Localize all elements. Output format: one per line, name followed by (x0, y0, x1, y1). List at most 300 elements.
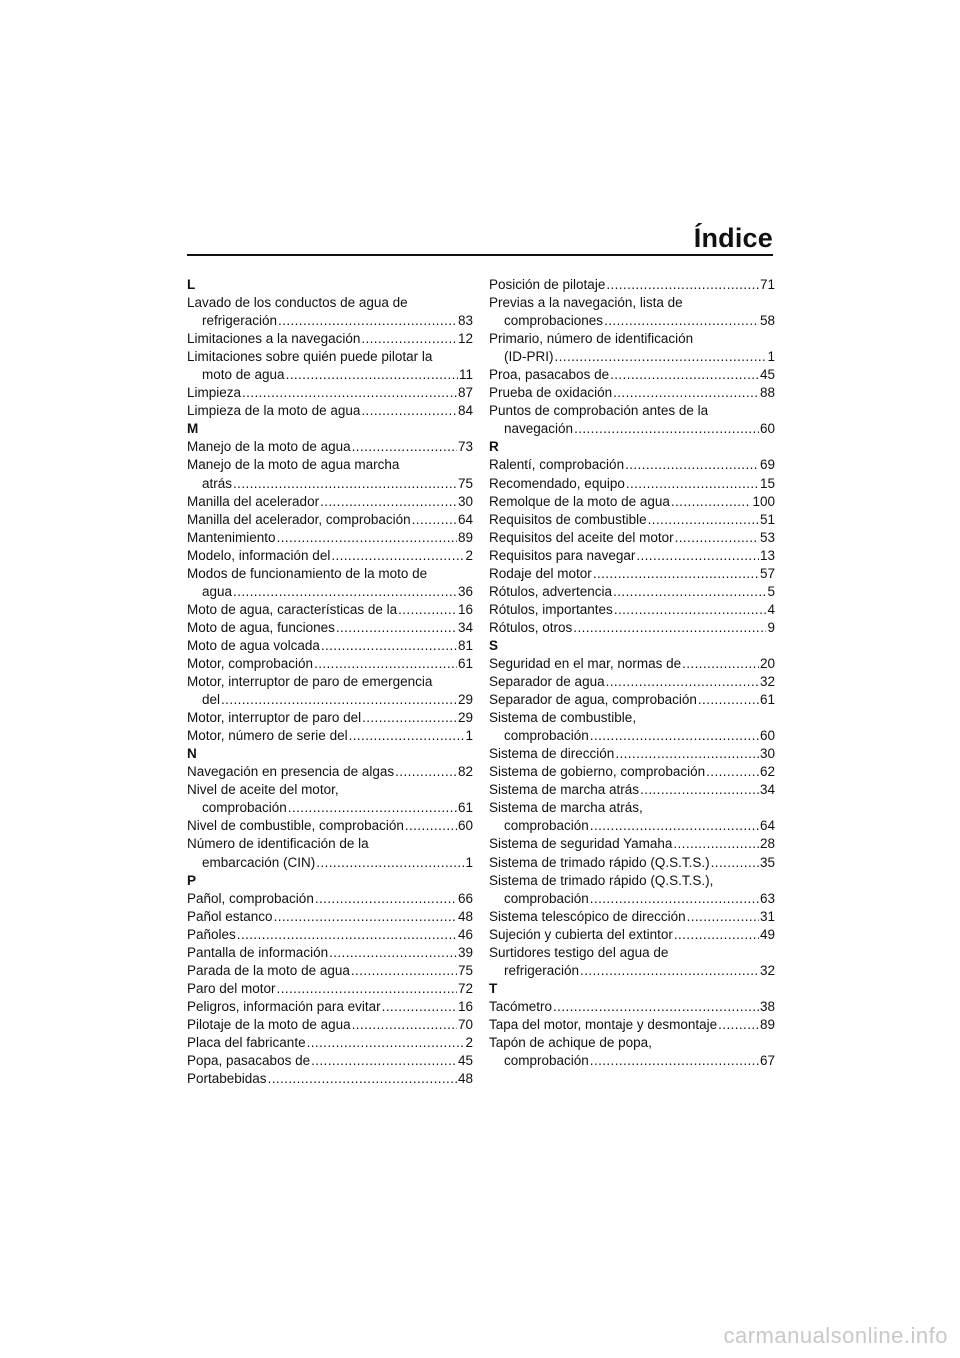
index-entry (489, 456, 775, 474)
entry-text: refrigeración (202, 313, 278, 329)
page-number: 1 (767, 349, 775, 365)
dot-leader (553, 998, 759, 1016)
index-entry (489, 655, 775, 673)
dot-leader (286, 366, 458, 384)
entry-text: Pilotaje de la moto de agua (187, 1016, 351, 1032)
dot-leader (675, 529, 759, 547)
index-letter-heading (489, 980, 775, 998)
page-number: 70 (457, 1016, 473, 1032)
dot-leader (382, 998, 457, 1016)
entry-text: Rótulos, advertencia (489, 583, 613, 599)
page-number: 15 (759, 475, 775, 491)
entry-text: Primario, número de identificación (489, 331, 694, 347)
letter-label: L (187, 277, 196, 292)
entry-text: refrigeración (504, 962, 580, 978)
dot-leader (593, 565, 759, 583)
dot-leader (405, 817, 457, 835)
entry-text: Recomendado, equipo (489, 475, 625, 491)
page-number: 28 (759, 836, 775, 852)
page-number: 48 (457, 1071, 473, 1087)
entry-text: moto de agua (202, 367, 285, 383)
index-entry (489, 817, 775, 835)
entry-text: Popa, pasacabos de (187, 1053, 311, 1069)
entry-text: Separador de agua, comprobación (489, 692, 697, 708)
dot-leader (242, 384, 457, 402)
dot-leader (321, 637, 457, 655)
dot-leader (671, 493, 752, 511)
page-number: 30 (457, 493, 473, 509)
index-entry (489, 366, 775, 384)
entry-text: Pantalla de información (187, 944, 329, 960)
index-entry (187, 709, 473, 727)
page-number: 5 (767, 583, 775, 599)
dot-leader (626, 475, 759, 493)
entry-text: Ralentí, comprobación (489, 457, 625, 473)
index-entry (489, 276, 775, 294)
index-entry (187, 980, 473, 998)
entry-text: Placa del fabricante (187, 1034, 306, 1050)
dot-leader (673, 835, 759, 853)
index-entry (489, 691, 775, 709)
page-number: 34 (759, 782, 775, 798)
page-number: 32 (759, 962, 775, 978)
entry-text: embarcación (CIN) (202, 854, 316, 870)
index-entry-line (187, 294, 473, 312)
index-entry-line (489, 294, 775, 312)
dot-leader (277, 980, 457, 998)
page-number: 11 (458, 367, 473, 383)
entry-text: Surtidores testigo del agua de (489, 944, 669, 960)
dot-leader (610, 366, 759, 384)
letter-label: R (489, 439, 499, 455)
index-entry (187, 998, 473, 1016)
page-number: 38 (759, 998, 775, 1014)
dot-leader (320, 493, 457, 511)
index-entry (187, 583, 473, 601)
dot-leader (718, 1016, 759, 1034)
dot-leader (573, 619, 766, 637)
entry-text: Motor, interruptor de paro del (187, 710, 362, 726)
page-number: 20 (759, 655, 775, 671)
index-entry-line (489, 799, 775, 817)
index-entry (187, 691, 473, 709)
dot-leader (362, 709, 457, 727)
index-entry (187, 529, 473, 547)
page-number: 75 (457, 962, 473, 978)
dot-leader (268, 1070, 457, 1088)
index-entry (489, 781, 775, 799)
entry-text: Limpieza de la moto de agua (187, 403, 361, 419)
dot-leader (278, 312, 457, 330)
entry-text: Manejo de la moto de agua (187, 439, 351, 455)
dot-leader (398, 601, 457, 619)
entry-text: Requisitos para navegar (489, 547, 636, 563)
index-entry (489, 745, 775, 763)
entry-text: Requisitos del aceite del motor (489, 529, 674, 545)
entry-text: Manilla del acelerador, comprobación (187, 511, 411, 527)
entry-text: Sistema de seguridad Yamaha (489, 836, 673, 852)
dot-leader (288, 799, 457, 817)
index-entry (489, 420, 775, 438)
entry-text: Lavado de los conductos de agua de (187, 295, 408, 311)
dot-leader (590, 890, 759, 908)
page-number: 29 (457, 692, 473, 708)
index-entry (489, 475, 775, 493)
index-entry (187, 854, 473, 872)
entry-text: Motor, interruptor de paro de emergencia (187, 674, 433, 690)
dot-leader (687, 908, 759, 926)
page-number: 31 (759, 908, 775, 924)
dot-leader (352, 438, 457, 456)
page-number: 75 (457, 475, 473, 491)
dot-leader (237, 926, 457, 944)
entry-text: Pañol estanco (187, 908, 273, 924)
entry-text: Sistema de marcha atrás, (489, 800, 643, 816)
entry-text: Manejo de la moto de agua marcha (187, 457, 400, 473)
letter-label: P (187, 872, 197, 888)
entry-text: Tapa del motor, montaje y desmontaje (489, 1016, 718, 1032)
index-entry-line (187, 456, 473, 474)
index-entry (187, 1052, 473, 1070)
page-number: 32 (759, 674, 775, 690)
entry-text: (ID-PRI) (504, 349, 554, 365)
page-number: 29 (457, 710, 473, 726)
index-entry (489, 601, 775, 619)
entry-text: Proa, pasacabos de (489, 367, 610, 383)
dot-leader (361, 330, 457, 348)
entry-text: Puntos de comprobación antes de la (489, 403, 709, 419)
page-number: 35 (759, 854, 775, 870)
page-number: 61 (457, 655, 473, 671)
page-number: 89 (759, 1016, 775, 1032)
entry-text: Número de identificación de la (187, 836, 369, 852)
dot-leader (336, 619, 457, 637)
dot-leader (640, 781, 759, 799)
index-letter-heading (187, 872, 473, 890)
entry-text: Sistema de combustible, (489, 710, 637, 726)
page-number: 13 (759, 547, 775, 563)
dot-leader (307, 1034, 465, 1052)
index-entry (489, 619, 775, 637)
index-letter-heading (489, 637, 775, 655)
page-number: 1 (465, 728, 473, 744)
page-number: 51 (759, 511, 775, 527)
dot-leader (648, 511, 759, 529)
index-entry (187, 763, 473, 781)
index-entry-line (489, 709, 775, 727)
entry-text: Previas a la navegación, lista de (489, 295, 683, 311)
page-number: 16 (457, 601, 473, 617)
entry-text: agua (202, 583, 233, 599)
page-number: 63 (759, 890, 775, 906)
dot-leader (706, 763, 759, 781)
index-entry (187, 817, 473, 835)
index-entry-line (187, 781, 473, 799)
letter-label: S (489, 637, 499, 653)
page-title: Índice (693, 223, 773, 253)
index-letter-heading (187, 420, 473, 438)
dot-leader (233, 583, 457, 601)
entry-text: Remolque de la moto de agua (489, 493, 670, 509)
entry-text: Moto de agua, funciones (187, 619, 335, 635)
dot-leader (580, 962, 759, 980)
page-number: 64 (759, 818, 775, 834)
watermark: carmanualsonline.info (723, 1323, 948, 1348)
entry-text: comprobación (504, 890, 589, 906)
entry-text: Moto de agua, características de la (187, 601, 398, 617)
entry-text: Nivel de combustible, comprobación (187, 818, 404, 834)
index-entry (187, 330, 473, 348)
entry-text: Seguridad en el mar, normas de (489, 655, 682, 671)
page-number: 49 (759, 926, 775, 942)
page-number: 2 (465, 547, 473, 563)
index-column-right (489, 276, 775, 1070)
dot-leader (395, 763, 457, 781)
index-entry (489, 547, 775, 565)
dot-leader (412, 511, 457, 529)
index-entry-line (187, 835, 473, 853)
page-number: 34 (457, 619, 473, 635)
entry-text: Manilla del acelerador (187, 493, 320, 509)
dot-leader (331, 547, 464, 565)
index-letter-heading (489, 438, 775, 456)
entry-text: Tapón de achique de popa, (489, 1034, 652, 1050)
dot-leader (615, 745, 759, 763)
page-number: 2 (465, 1034, 473, 1050)
dot-leader (606, 276, 759, 294)
entry-text: Modos de funcionamiento de la moto de (187, 565, 428, 581)
letter-label: M (187, 421, 199, 437)
entry-text: Sistema telescópico de dirección (489, 908, 686, 924)
index-entry (489, 384, 775, 402)
index-entry (187, 962, 473, 980)
index-entry (187, 1070, 473, 1088)
page-number: 60 (457, 818, 473, 834)
entry-text: Separador de agua (489, 674, 605, 690)
entry-text: Tacómetro (489, 998, 553, 1014)
entry-text: Rótulos, importantes (489, 601, 613, 617)
entry-text: Sistema de marcha atrás (489, 782, 640, 798)
index-letter-heading (187, 276, 473, 294)
page-number: 61 (457, 800, 473, 816)
page-number: 9 (767, 619, 775, 635)
index-entry (489, 763, 775, 781)
index-entry-line (187, 565, 473, 583)
page-number: 45 (457, 1053, 473, 1069)
entry-text: del (202, 692, 221, 708)
index-entry (489, 727, 775, 745)
entry-text: Limitaciones sobre quién puede pilotar la (187, 349, 433, 365)
entry-text: Mantenimiento (187, 529, 276, 545)
dot-leader (674, 926, 759, 944)
index-entry (187, 438, 473, 456)
page-number: 57 (759, 565, 775, 581)
entry-text: Limpieza (187, 385, 242, 401)
dot-leader (349, 727, 465, 745)
page-number: 36 (457, 583, 473, 599)
dot-leader (614, 601, 767, 619)
index-entry (187, 475, 473, 493)
index-entry (489, 529, 775, 547)
index-entry (187, 547, 473, 565)
page-number: 12 (457, 331, 473, 347)
index-entry (187, 384, 473, 402)
dot-leader (574, 420, 759, 438)
index-entry (489, 511, 775, 529)
index-entry (489, 835, 775, 853)
entry-text: Parada de la moto de agua (187, 962, 350, 978)
index-entry (489, 998, 775, 1016)
dot-leader (590, 727, 759, 745)
index-entry (489, 348, 775, 366)
dot-leader (613, 583, 766, 601)
index-entry (489, 673, 775, 691)
entry-text: Sistema de dirección (489, 746, 615, 762)
page-number: 72 (457, 980, 473, 996)
dot-leader (711, 854, 759, 872)
dot-leader (606, 673, 759, 691)
page-number: 60 (759, 728, 775, 744)
page-number: 64 (457, 511, 473, 527)
entry-text: atrás (202, 475, 233, 491)
index-entry (489, 926, 775, 944)
dot-leader (625, 456, 759, 474)
index-entry (187, 890, 473, 908)
index-entry (187, 799, 473, 817)
dot-leader (277, 529, 457, 547)
index-entry-line (489, 944, 775, 962)
entry-text: comprobación (202, 800, 287, 816)
page-number: 4 (767, 601, 775, 617)
page-number: 45 (759, 367, 775, 383)
index-entry (489, 1052, 775, 1070)
page-number: 84 (457, 403, 473, 419)
entry-text: Paro del motor (187, 980, 276, 996)
letter-label: N (187, 746, 197, 762)
dot-leader (613, 384, 759, 402)
index-entry (489, 583, 775, 601)
index-column-left (187, 276, 473, 1088)
page-number: 89 (457, 529, 473, 545)
entry-text: Portabebidas (187, 1071, 267, 1087)
dot-leader (590, 1052, 759, 1070)
index-entry (187, 312, 473, 330)
entry-text: Nivel de aceite del motor, (187, 782, 339, 798)
entry-text: comprobación (504, 818, 589, 834)
index-entry (489, 312, 775, 330)
entry-text: Sistema de trimado rápido (Q.S.T.S.), (489, 872, 714, 888)
page-number: 39 (457, 944, 473, 960)
index-entry (187, 619, 473, 637)
entry-text: Sujeción y cubierta del extintor (489, 926, 673, 942)
page-number: 69 (759, 457, 775, 473)
page-number: 30 (759, 746, 775, 762)
page-number: 66 (457, 890, 473, 906)
index-entry (489, 1016, 775, 1034)
dot-leader (682, 655, 759, 673)
entry-text: Pañoles (187, 926, 236, 942)
page-number: 67 (759, 1053, 775, 1069)
index-entry-line (489, 872, 775, 890)
dot-leader (590, 817, 759, 835)
index-entry (187, 655, 473, 673)
index-entry-line (489, 330, 775, 348)
index-entry-line (187, 348, 473, 366)
dot-leader (233, 475, 457, 493)
page-number: 60 (759, 421, 775, 437)
entry-text: comprobación (504, 1053, 589, 1069)
index-entry (489, 854, 775, 872)
dot-leader (311, 1052, 457, 1070)
dot-leader (329, 944, 457, 962)
page-number: 53 (759, 529, 775, 545)
index-entry (489, 908, 775, 926)
entry-text: Requisitos de combustible (489, 511, 647, 527)
index-entry (187, 601, 473, 619)
entry-text: Peligros, información para evitar (187, 998, 381, 1014)
index-entry (489, 565, 775, 583)
dot-leader (351, 962, 457, 980)
dot-leader (555, 348, 767, 366)
index-entry-line (489, 1034, 775, 1052)
page-number: 46 (457, 926, 473, 942)
entry-text: comprobaciones (504, 313, 604, 329)
index-entry (187, 637, 473, 655)
page-number: 82 (457, 764, 473, 780)
entry-text: Rótulos, otros (489, 619, 573, 635)
entry-text: Sistema de trimado rápido (Q.S.T.S.) (489, 854, 710, 870)
dot-leader (221, 691, 457, 709)
entry-text: Moto de agua volcada (187, 637, 320, 653)
page-number: 83 (457, 313, 473, 329)
index-entry (187, 493, 473, 511)
entry-text: Prueba de oxidación (489, 385, 613, 401)
page-number: 81 (457, 637, 473, 653)
page-number: 87 (457, 385, 473, 401)
entry-text: Motor, comprobación (187, 655, 314, 671)
index-entry (187, 926, 473, 944)
dot-leader (636, 547, 759, 565)
index-entry-line (489, 402, 775, 420)
letter-label: T (489, 980, 498, 996)
page-number: 62 (759, 764, 775, 780)
entry-text: Sistema de gobierno, comprobación (489, 764, 706, 780)
index-entry (187, 1016, 473, 1034)
index-entry (489, 890, 775, 908)
index-entry (187, 511, 473, 529)
page-number: 1 (465, 854, 473, 870)
dot-leader (274, 908, 457, 926)
page-number: 73 (457, 439, 473, 455)
dot-leader (315, 890, 457, 908)
entry-text: navegación (504, 421, 574, 437)
index-entry (187, 366, 473, 384)
index-entry-line (187, 673, 473, 691)
entry-text: Pañol, comprobación (187, 890, 314, 906)
entry-text: Modelo, información del (187, 547, 331, 563)
dot-leader (604, 312, 759, 330)
dot-leader (316, 854, 464, 872)
dot-leader (698, 691, 759, 709)
page-number: 88 (759, 385, 775, 401)
index-entry (489, 493, 775, 511)
entry-text: Motor, número de serie del (187, 728, 348, 744)
page-number: 71 (759, 277, 775, 292)
index-entry (187, 727, 473, 745)
dot-leader (314, 655, 457, 673)
index-entry (489, 962, 775, 980)
index-entry (187, 1034, 473, 1052)
